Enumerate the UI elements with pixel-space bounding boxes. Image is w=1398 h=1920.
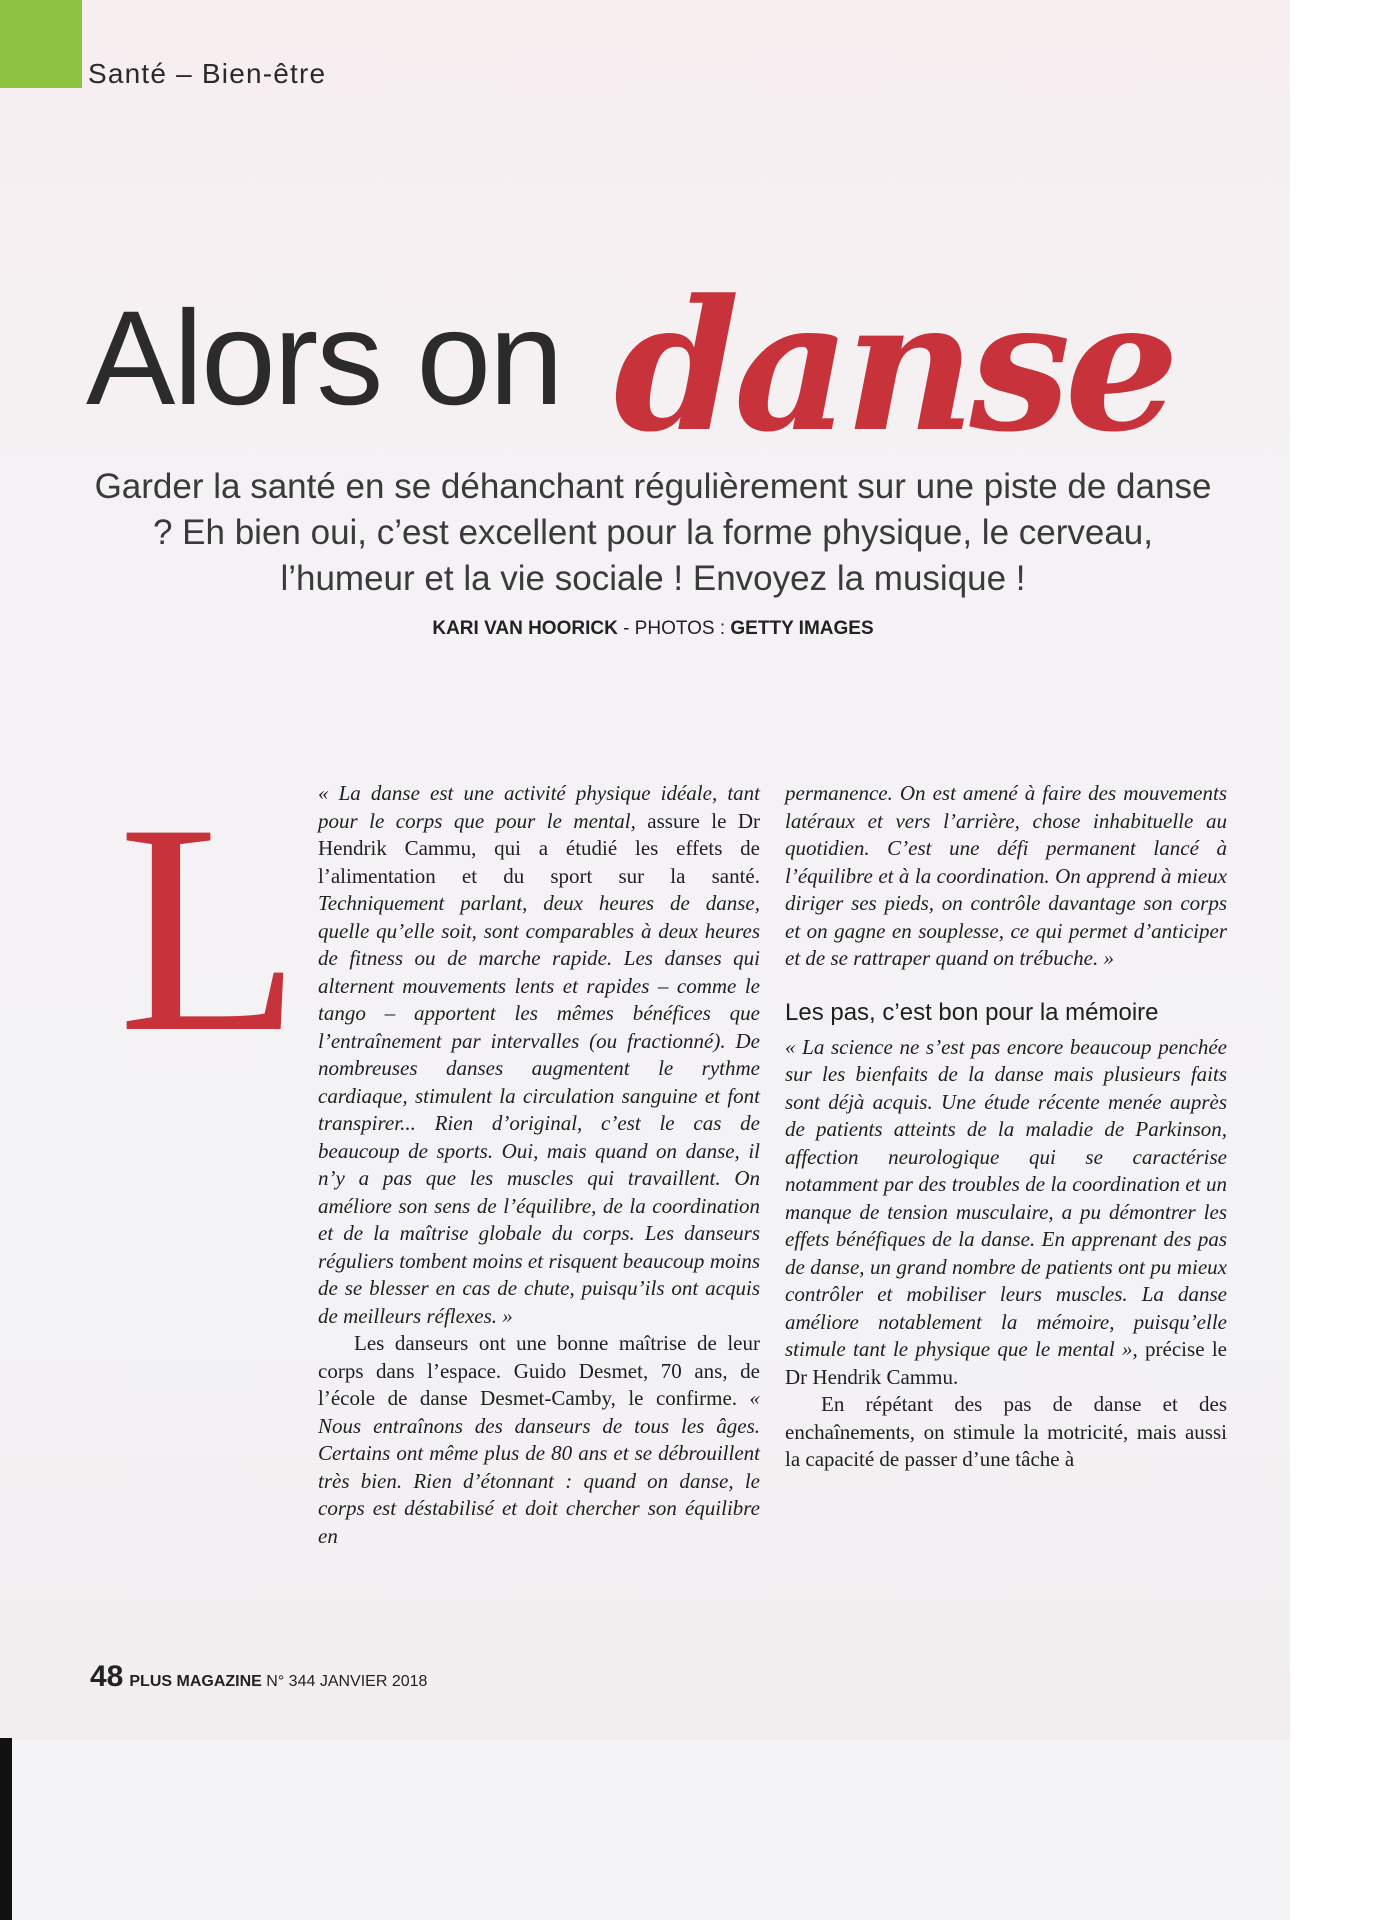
paragraph — [318, 780, 760, 1330]
paragraph — [318, 1330, 760, 1550]
paragraph — [785, 1391, 1227, 1474]
article-title — [86, 261, 1174, 472]
byline-photos: GETTY IMAGES — [730, 618, 874, 639]
quote: « La danse est une activité physique idéale, tant pour le corps que pour le mental, — [318, 781, 760, 833]
drop-cap: L — [118, 762, 302, 1094]
byline-sep: - PHOTOS : — [617, 618, 731, 639]
text-column-1 — [318, 780, 760, 1550]
paragraph — [785, 780, 1227, 973]
text-column-2 — [785, 780, 1227, 1474]
issue-info: N° 344 JANVIER 2018 — [261, 1673, 428, 1690]
article-lead: Garder la santé en se déhanchant régulièrement sur une piste de danse ? Eh bien oui, c’est excellent pour la forme physique, le cerveau, l’humeur et la vie sociale ! Envoyez la musique ! — [94, 467, 1212, 598]
subheading: Les pas, c’est bon pour la mémoire — [785, 998, 1159, 1026]
quote: « La science ne s’est pas encore beaucoup penchée sur les bienfaits de la danse mais plusieurs faits sont déjà acquis. Une étude récente menée auprès de patients atteints de la maladie de Parkinson, affection neurologique qui se caractérise notamment par des troubles de la coordination et un manque de tension musculaire, a pu démontrer les effets bénéfiques de la danse. En apprenant des pas de danse, un grand nombre de patients ont pu mieux contrôler et mobiliser leurs muscles. La danse améliore notablement la mémoire, puisqu’elle stimule tant le physique que le mental » — [785, 1034, 1227, 1361]
section-rubric: Santé – Bien-être — [88, 58, 327, 89]
scan-edge — [0, 1738, 12, 1920]
quote: « Nous entraînons des danseurs de tous les âges. Certains ont même plus de 80 ans et se débrouillent très bien. Rien d’étonnant : quand on danse, le corps est déstabilisé et doit chercher son équilibre en — [318, 1386, 760, 1548]
magazine-name: PLUS MAGAZINE — [129, 1673, 262, 1690]
quote: permanence. On est amené à faire des mouvements latéraux et vers l’arrière, chose inhabituelle au quotidien. C’est une défi permanent lancé à l’équilibre et à la coordination. On apprend à mieux diriger ses pieds, on contrôle davantage son corps et on gagne en souplesse, ce qui permet d’anticiper et de se rattraper quand on trébuche. » — [785, 781, 1227, 970]
attribution: , précise le Dr Hendrik Cammu. — [785, 1337, 1227, 1389]
body-text: En répétant des pas de danse et des enchaînements, on stimule la motricité, mais aussi la capacité de passer d’une tâche à — [785, 1392, 1227, 1471]
body-text: Les danseurs ont une bonne maîtrise de leur corps dans l’espace. Guido Desmet, 70 ans, de l’école de danse Desmet-Camby, le confirme. — [318, 1331, 760, 1410]
byline-author: KARI VAN HOORICK — [432, 618, 618, 639]
title-script-text: danse — [614, 261, 1174, 472]
section-tab — [0, 0, 82, 88]
title-plain: Alors on — [86, 284, 562, 433]
quote: Techniquement parlant, deux heures de danse, quelle qu’elle soit, sont comparables à deux heures de fitness ou de marche rapide. Les danses qui alternent mouvements lents et rapides – comme le tango – apportent les mêmes bénéfices que l’entraînement par intervalles (ou fractionné). De nombreuses danses augmentent le rythme cardiaque, stimulent la circulation sanguine et font transpirer... Rien d’original, c’est le cas de beaucoup de sports. Oui, mais quand on danse, il n’y a pas que les muscles qui travaillent. On améliore son sens de l’équilibre, de la coordination et de la maîtrise globale du corps. Les danseurs réguliers tombent moins et risquent beaucoup moins de se blesser en cas de chute, puisqu’ils ont acquis de meilleurs réflexes. » — [318, 891, 760, 1328]
page-folio — [90, 1660, 427, 1694]
attribution: assure le Dr Hendrik Cammu, qui a étudié les effets de l’alimentation et du sport sur la santé. — [318, 808, 761, 888]
title-script — [614, 164, 1334, 484]
paragraph — [785, 1034, 1227, 1392]
byline — [88, 618, 1218, 640]
page-number: 48 — [90, 1660, 124, 1693]
